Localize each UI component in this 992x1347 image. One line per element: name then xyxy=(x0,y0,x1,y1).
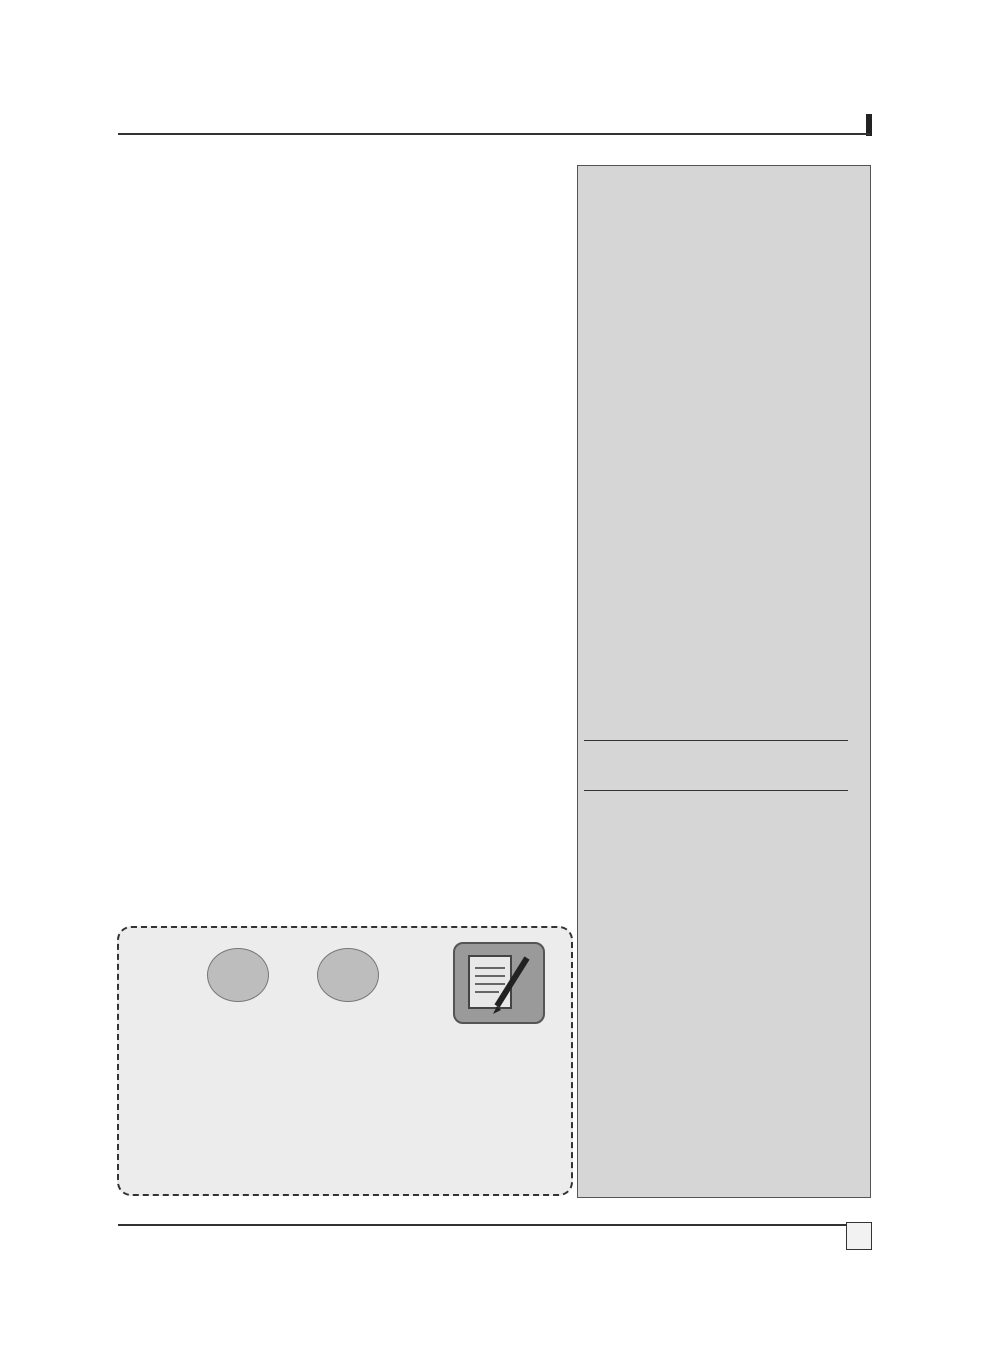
footer-rule xyxy=(118,1224,870,1226)
cfp-title-char-1 xyxy=(207,948,269,1002)
call-for-papers-box xyxy=(117,926,573,1196)
editorial-board-panel xyxy=(577,165,871,1198)
document-pencil-icon xyxy=(453,942,545,1024)
header-rule xyxy=(118,133,870,135)
panel-rule-bottom xyxy=(584,790,848,791)
cfp-title-char-2 xyxy=(317,948,379,1002)
page-number xyxy=(846,1222,872,1250)
panel-rule-top xyxy=(584,740,848,741)
